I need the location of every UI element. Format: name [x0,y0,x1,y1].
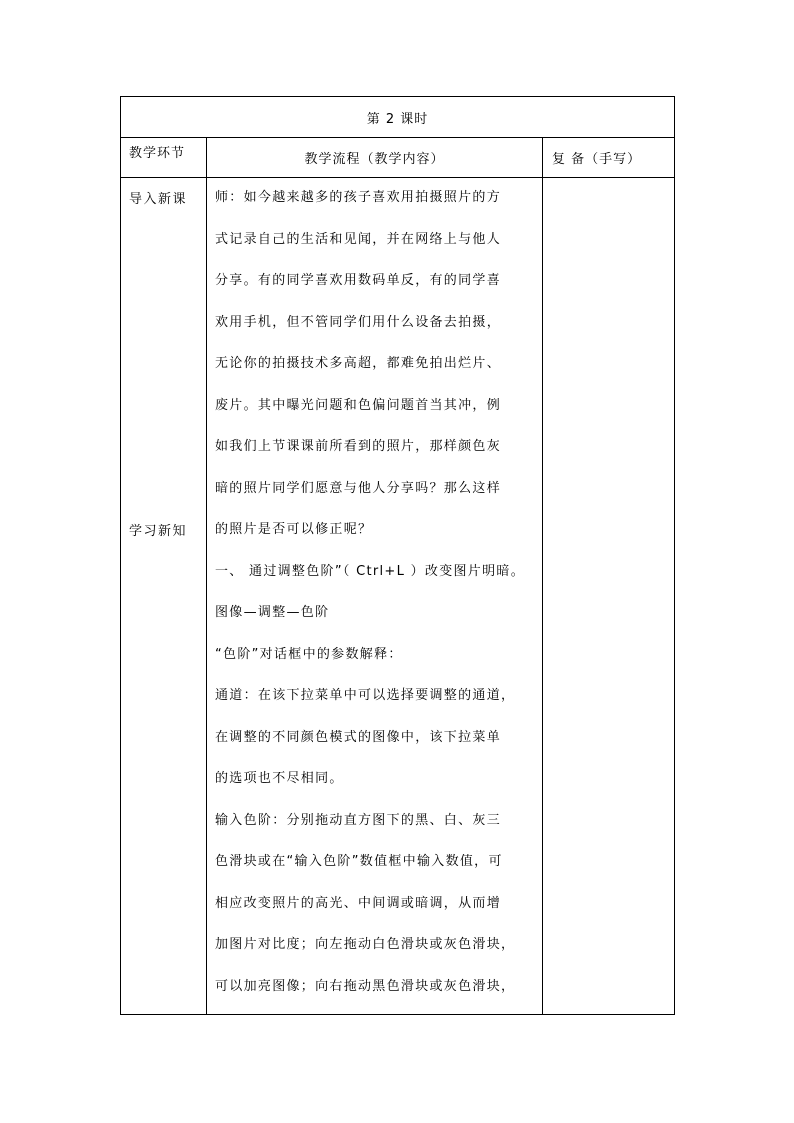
header-notes: 复 备（手写） [543,138,675,178]
content-line: 无论你的拍摄技术多高超，都难免拍出烂片、 [215,356,502,371]
content-line: 图像—调整—色阶 [215,605,330,620]
content-line: 输入色阶：分别拖动直方图下的黑、白、灰三 [215,812,502,828]
header-process: 教学流程（教学内容） [207,138,543,178]
content-line: 欢用手机，但不管同学们用什么设备去拍摄， [215,314,502,330]
stage-intro: 导入新课 [129,192,188,207]
content-line: 相应改变照片的高光、中间调或暗调，从而增 [215,895,502,911]
content-column [207,178,543,1015]
notes-column [543,178,675,1015]
content-line: “色阶”对话框中的参数解释： [215,646,403,662]
stage-new-knowledge: 学习新知 [129,524,188,539]
lesson-plan-table [120,96,675,1015]
content-line: 在调整的不同颜色模式的图像中，该下拉菜单 [215,729,502,745]
header-stage: 教学环节 [121,138,207,178]
content-line: 师：如今越来越多的孩子喜欢用拍摄照片的方 [215,190,502,205]
content-line: 如我们上节课课前所看到的照片，那样颜色灰 [215,439,502,454]
content-line: 分享。有的同学喜欢用数码单反，有的同学喜 [215,273,502,288]
content-line: 式记录自己的生活和见闻，并在网络上与他人 [215,231,502,247]
content-line: 加图片对比度；向左拖动白色滑块或灰色滑块， [215,937,516,952]
lesson-title: 第 2 课时 [121,97,675,138]
content-line: 暗的照片同学们愿意与他人分享吗？那么这样 [215,480,502,496]
content-line: 一、 通过调整色阶”（ Ctrl+L ）改变图片明暗。 [215,563,525,579]
content-line: 可以加亮图像；向右拖动黑色滑块或灰色滑块， [215,978,516,994]
content-line: 的选项也不尽相同。 [215,771,344,786]
stage-column [121,178,207,1015]
content-line: 色滑块或在“输入色阶”数值框中输入数值，可 [215,854,503,869]
content-line: 的照片是否可以修正呢？ [215,522,373,537]
content-line: 废片。其中曝光问题和色偏问题首当其冲，例 [215,397,502,413]
content-line: 通道：在该下拉菜单中可以选择要调整的通道， [215,688,516,703]
